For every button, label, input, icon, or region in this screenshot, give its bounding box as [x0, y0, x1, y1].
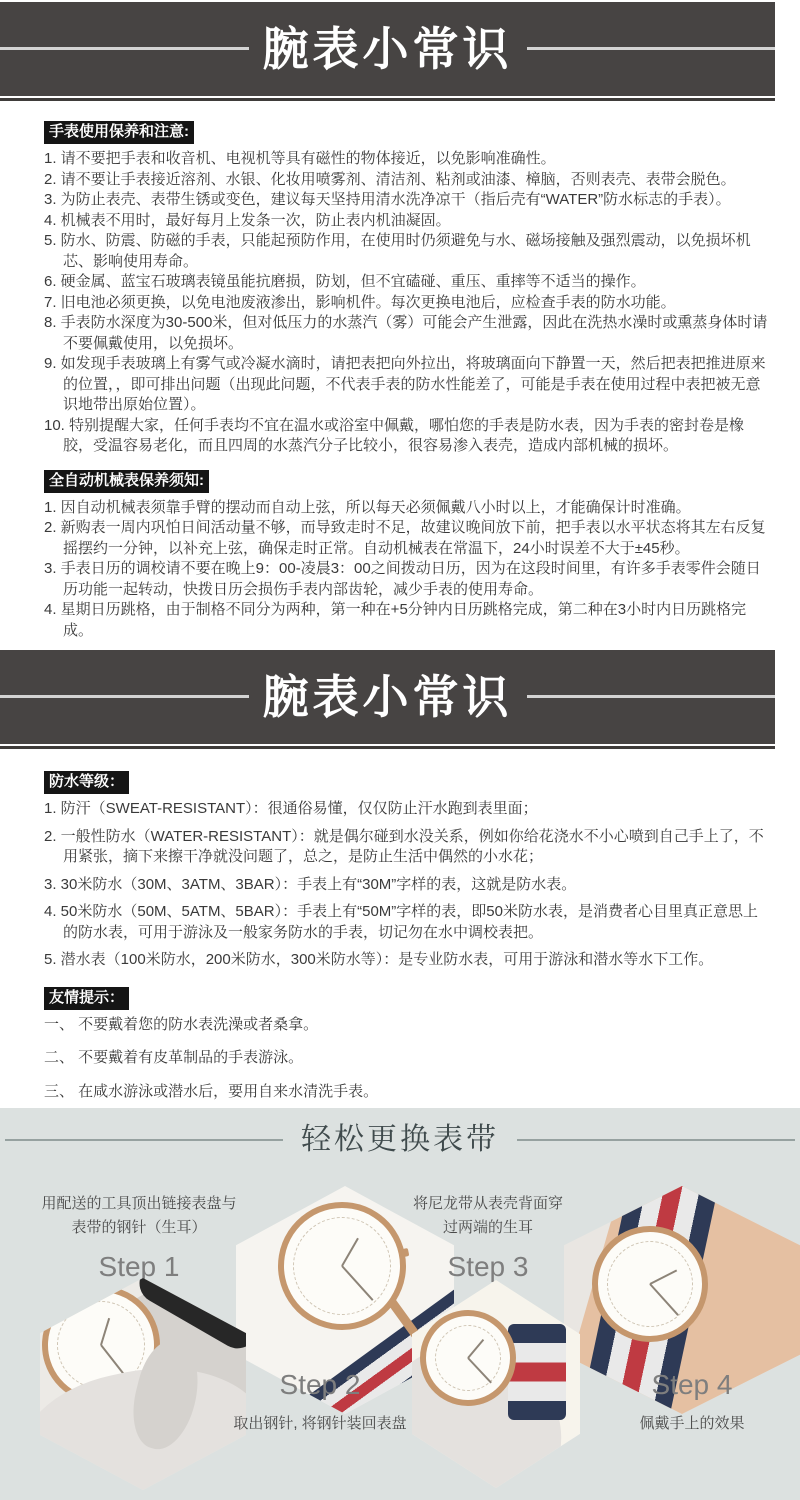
step3-caption: 将尼龙带从表壳背面穿过两端的生耳 — [412, 1195, 563, 1236]
step2-label: Step 2 — [279, 1369, 361, 1400]
mechanical-section — [44, 470, 772, 642]
care-section — [44, 121, 772, 457]
middle-banner-body — [0, 650, 775, 744]
waterproof-section — [44, 771, 772, 971]
list-item: 一、 不要戴着您的防水表洗澡或者桑拿。 — [44, 1015, 319, 1033]
list-item: 4. 机械表不用时，最好每月上发条一次，防止表内机油凝固。 — [44, 211, 451, 229]
list-item: 3. 30米防水（30M、3ATM、3BAR）：手表上有“30M”字样的表，这就是防水表。 — [44, 875, 577, 893]
list-item: 5. 潜水表（100米防水，200米防水，300米防水等）：是专业防水表，可用于游泳和潜水等水下工作。 — [44, 951, 714, 968]
list-item: 3. 手表日历的调校请不要在晚上9：00-凌晨3：00之间拨动日历，因为在这段时间里，有许多手表零件会随日历功能一起转动，快拨日历会损伤手表内部齿轮，减少手表的使用寿命。 — [44, 560, 761, 598]
step1-text — [40, 1192, 238, 1284]
list-item: 7. 旧电池必须更换，以免电池废液渗出，影响机件。每次更换电池后，应检查手表的防水功能。 — [44, 293, 676, 311]
top-banner — [0, 2, 775, 101]
mechanical-section-label: 全自动机械表保养须知: — [44, 470, 209, 493]
step4-label: Step 4 — [651, 1369, 733, 1400]
list-item: 8. 手表防水深度为30-500米，但对低压力的水蒸汽（雾）可能会产生泄露，因此在洗热水澡时或熏蒸身体时请不要佩戴使用，以免损坏。 — [44, 314, 768, 352]
waterproof-section-label: 防水等级： — [44, 771, 129, 794]
strap-section-title: 轻松更换表带 — [301, 1122, 499, 1156]
step3-label: Step 3 — [447, 1251, 529, 1282]
step2-caption: 取出钢针, 将钢针装回表盘 — [233, 1415, 407, 1432]
banner-bottom-rule — [0, 746, 775, 749]
list-item: 3. 为防止表壳、表带生锈或变色，建议每天坚持用清水洗净凉干（指后壳有“WATER”防水标志的手表）。 — [44, 191, 731, 208]
spring-bar-pin — [210, 1281, 234, 1309]
step1-caption: 用配送的工具顶出链接表盘与表带的钢针（生耳） — [41, 1195, 237, 1236]
strap-title-row — [0, 1122, 800, 1158]
title-left-line — [5, 1139, 283, 1141]
list-item: 三、 在咸水游泳或潜水后，要用自来水清洗手表。 — [44, 1082, 379, 1100]
list-item: 10. 特别提醒大家，任何手表均不宜在温水或浴室中佩戴，哪怕您的手表是防水表，因为手表的密封卷是橡胶，受温容易老化，而且四周的水蒸汽分子比较小，很容易渗入表壳，造成内部机械的损坏。 — [44, 416, 745, 454]
list-item: 5. 防水、防震、防磁的手表，只能起预防作用，在使用时仍须避免与水、磁场接触及强烈震动，以免损坏机芯、影响使用寿命。 — [44, 232, 751, 270]
step4-text — [598, 1368, 786, 1436]
step2-photo-hexagon — [40, 1278, 246, 1490]
watch-face-illustration — [266, 1190, 418, 1342]
middle-banner — [0, 650, 775, 749]
list-item: 4. 50米防水（50M、5ATM、5BAR）：手表上有“50M”字样的表，即50米防水表，是消费者心目里真正意思上的防水表，可用于游泳及一般家务防水的手表，切记勿在水中调校表把。 — [44, 903, 758, 941]
step1-label: Step 1 — [98, 1251, 180, 1282]
step2-text — [228, 1368, 412, 1436]
banner-title: 腕表小常识 — [249, 674, 527, 720]
top-banner-body — [0, 2, 775, 96]
list-item: 4. 星期日历跳格，由于制格不同分为两种，第一种在+5分钟内日历跳格完成，第二种在3小时内日历跳格完成。 — [44, 601, 747, 639]
strap-replacement-section — [0, 1108, 800, 1500]
nato-strap-illustration — [508, 1324, 566, 1420]
list-item: 1. 防汗（SWEAT-RESISTANT）：很通俗易懂，仅仅防止汗水跑到表里面； — [44, 800, 538, 817]
list-item: 2. 请不要让手表接近溶剂、水银、化妆用喷雾剂、清洁剂、粘剂或油漆、樟脑，否则表壳、表带会脱色。 — [44, 170, 736, 188]
list-item: 1. 请不要把手表和收音机、电视机等具有磁性的物体接近，以免影响准确性。 — [44, 150, 556, 167]
step4-caption: 佩戴手上的效果 — [639, 1415, 745, 1432]
care-section-label: 手表使用保养和注意: — [44, 121, 194, 144]
care-list — [44, 149, 772, 457]
list-item: 6. 硬金属、蓝宝石玻璃表镜虽能抗磨损，防划，但不宜磕碰、重压、重摔等不适当的操作。 — [44, 273, 646, 290]
list-item: 二、 不要戴着有皮革制品的手表游泳。 — [44, 1049, 304, 1066]
tips-section-label: 友情提示： — [44, 987, 129, 1010]
banner-bottom-rule — [0, 98, 775, 101]
title-right-line — [517, 1139, 795, 1141]
list-item: 9. 如发现手表玻璃上有雾气或冷凝水滴时，请把表把向外拉出，将玻璃面向下静置一天，然后把表把推进原来的位置，，即可排出问题（出现此问题，不代表手表的防水性能差了，可能是手表在使用过程中表把被无意识地带出原始位置）。 — [44, 355, 766, 413]
step3-text — [408, 1192, 568, 1284]
list-item: 1. 因自动机械表须靠手臂的摆动而自动上弦，所以每天必须佩戴八小时以上，才能确保计时准确。 — [44, 498, 691, 516]
list-item: 2. 新购表一周内巩怕日间活动量不够，而导致走时不足，故建议晚间放下前，把手表以水平状态将其左右反复摇摆约一分钟，以补充上弦，确保走时正常。自动机械表在常温下，24小时误差不大于±45秒。 — [44, 519, 766, 557]
mechanical-list — [44, 498, 772, 642]
waterproof-list — [44, 799, 772, 971]
banner-title: 腕表小常识 — [249, 26, 527, 72]
list-item: 2. 一般性防水（WATER-RESISTANT）：就是偶尔碰到水没关系，例如你给花浇水不小心喷到自己手上了，不用紧张，摘下来擦干净就没问题了，总之，是防止生活中偶然的小水花； — [44, 827, 764, 865]
